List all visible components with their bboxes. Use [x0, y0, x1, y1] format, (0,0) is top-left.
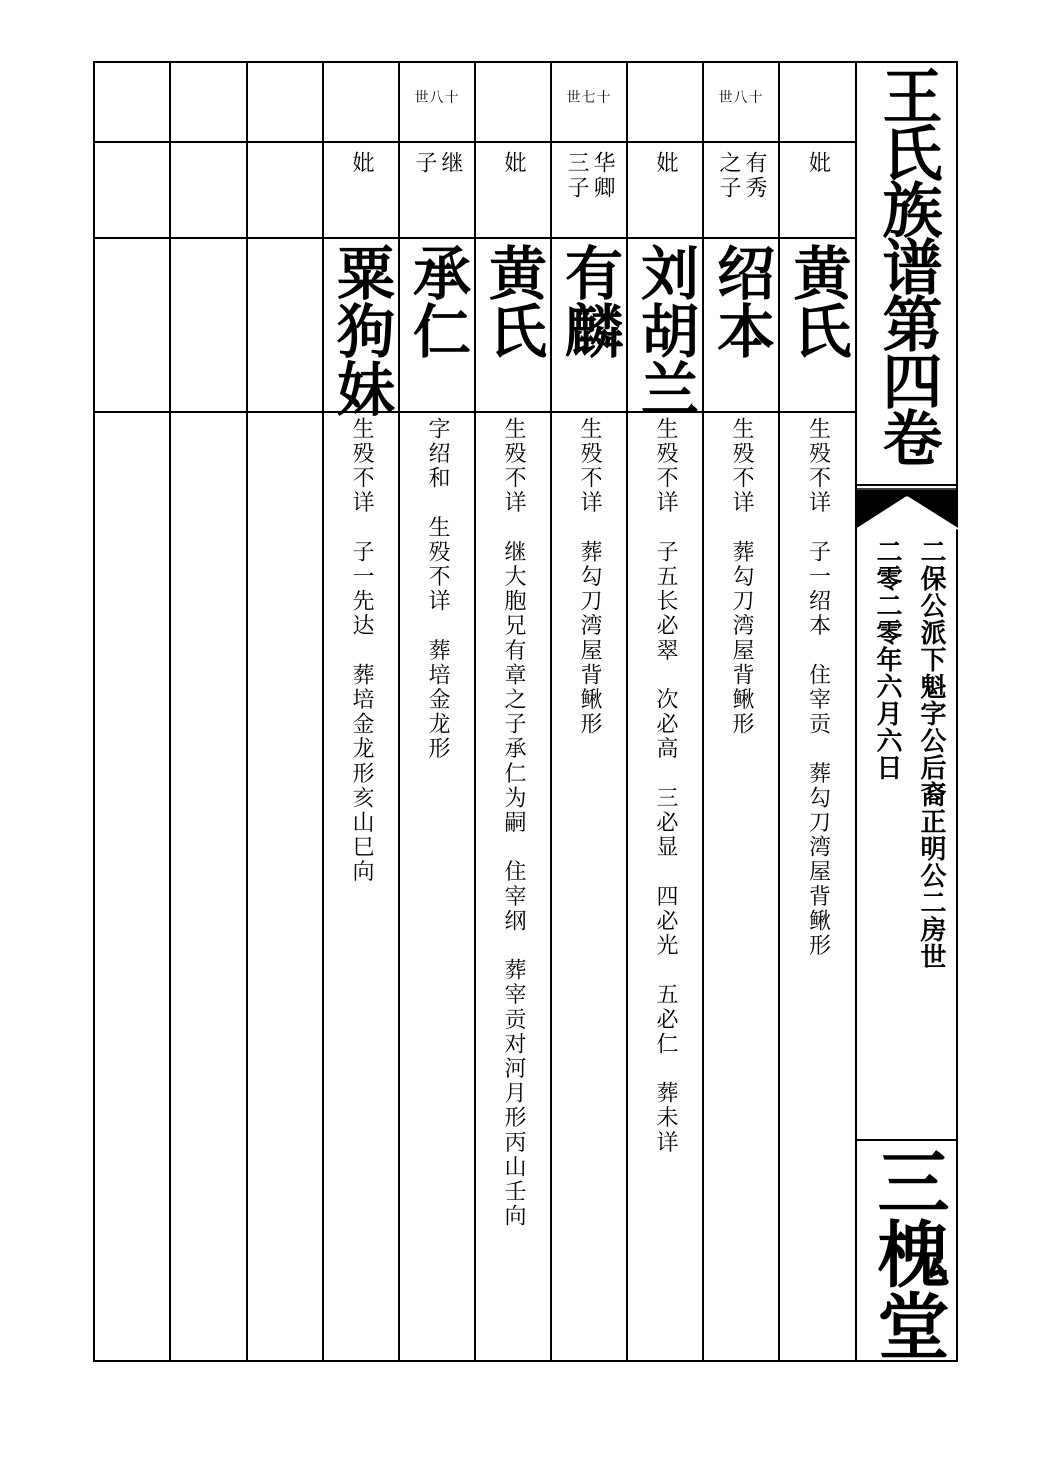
relation-label: 华卿 三子 — [564, 151, 615, 201]
empty-column — [171, 63, 246, 1360]
hall-divider — [857, 1139, 958, 1141]
person-column — [628, 63, 702, 1360]
relation-label: 妣 — [501, 151, 526, 176]
person-column — [400, 63, 474, 1360]
person-column — [780, 63, 855, 1360]
book-title: 王氏族谱第四卷 — [872, 65, 943, 464]
person-name: 刘胡兰 — [631, 243, 699, 417]
person-column — [324, 63, 398, 1360]
person-details: 生殁不详 葬勾刀湾屋背鳅形 — [729, 417, 754, 737]
empty-column — [95, 63, 169, 1360]
generation-label: 世八十 — [718, 90, 764, 106]
generation-label: 世八十 — [414, 90, 460, 106]
person-column — [704, 63, 778, 1360]
person-column — [552, 63, 626, 1360]
person-details: 生殁不详 子五长必翠 次必高 三必显 四必光 五必仁 葬未详 — [653, 417, 678, 1155]
title-column — [857, 63, 958, 1360]
person-name: 绍本 — [707, 243, 775, 359]
person-name: 有麟 — [555, 243, 623, 359]
person-name: 黄氏 — [479, 243, 547, 359]
fishtail-ornament — [857, 483, 958, 531]
generation-label: 世七十 — [566, 90, 612, 106]
relation-label: 有秀 之子 — [716, 151, 767, 201]
person-details: 生殁不详 子一先达 葬培金龙形亥山巳向 — [349, 417, 374, 885]
hall-name: 三槐堂 — [865, 1145, 951, 1361]
person-details: 生殁不详 子一绍本 住宰贡 葬勾刀湾屋背鳅形 — [805, 417, 831, 959]
person-column — [476, 63, 550, 1360]
relation-label: 妣 — [349, 151, 374, 176]
genealogy-page — [93, 61, 958, 1362]
relation-label: 妣 — [805, 151, 831, 176]
person-details: 字绍和 生殁不详 葬培金龙形 — [425, 417, 450, 762]
relation-label: 妣 — [653, 151, 678, 176]
person-details: 生殁不详 继大胞兄有章之子承仁为嗣 住宰纲 葬宰贡对河月形丙山壬向 — [501, 417, 526, 1229]
relation-label: 继 子 — [412, 151, 463, 176]
person-details: 生殁不详 葬勾刀湾屋背鳅形 — [577, 417, 602, 737]
date-subtitle: 二零二零年六月六日 — [872, 538, 902, 781]
person-name: 粟狗妹 — [327, 243, 395, 417]
person-name: 承仁 — [403, 243, 471, 359]
person-name: 黄氏 — [783, 243, 852, 359]
empty-column — [248, 63, 322, 1360]
branch-subtitle: 二保公派下魁字公后裔正明公二房世 — [916, 538, 946, 970]
